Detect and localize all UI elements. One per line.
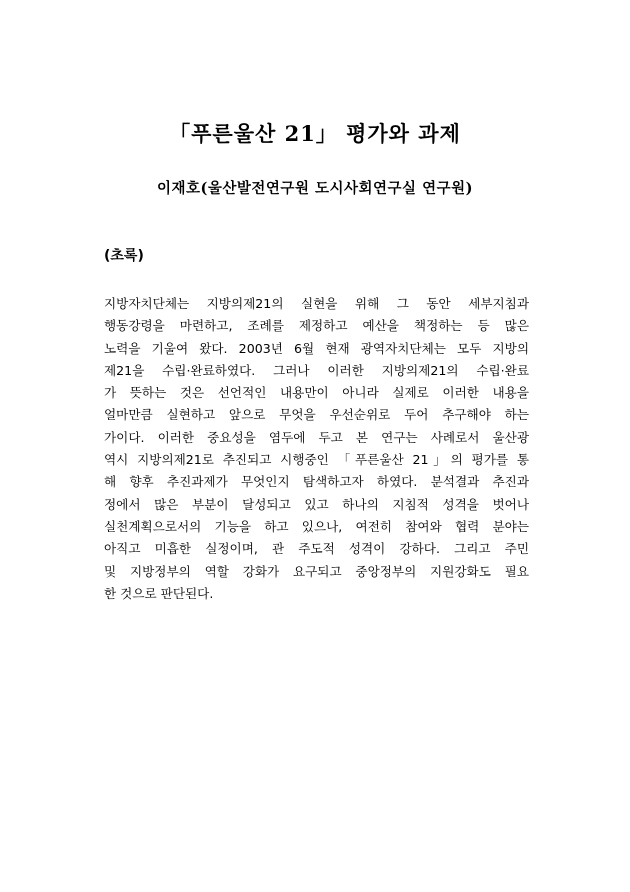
abstract-line: 노력을 기울여 왔다. 2003년 6월 현재 광역자치단체는 모두 지방의 (104, 340, 529, 356)
abstract-line: 및 지방정부의 역할 강화가 요구되고 중앙정부의 지원강화도 필요 (104, 563, 529, 579)
abstract-heading: (초록) (104, 248, 144, 264)
abstract-line: 가이다. 이러한 중요성을 염두에 두고 본 연구는 사례로서 울산광 (104, 429, 529, 445)
abstract-line: 지방자치단체는 지방의제21의 실현을 위해 그 동안 세부지침과 (104, 296, 529, 311)
abstract-body (104, 293, 529, 605)
abstract-line: 정에서 많은 부분이 달성되고 있고 하나의 지침적 성격을 벗어나 (104, 496, 529, 512)
abstract-line: 역시 지방의제21로 추진되고 시행중인 「푸른울산 21」의 평가를 통 (104, 452, 529, 468)
abstract-line: 얼마만큼 실현하고 앞으로 무엇을 우선순위로 두어 추구해야 하는 (104, 407, 529, 423)
abstract-line: 실천계획으로서의 기능을 하고 있으나, 여전히 참여와 협력 분야는 (104, 518, 529, 534)
abstract-line: 한 것으로 판단된다. (104, 585, 214, 601)
paper-title: 「푸른울산 21」 평가와 과제 (169, 121, 461, 146)
abstract-line: 가 뜻하는 것은 선언적인 내용만이 아니라 실제로 이러한 내용을 (104, 385, 529, 401)
abstract-line: 해 향후 추진과제가 무엇인지 탐색하고자 하였다. 분석결과 추진과 (104, 474, 529, 490)
abstract-line: 아직고 미흡한 실정이며, 관 주도적 성격이 강하다. 그리고 주민 (104, 541, 529, 557)
abstract-line: 행동강령을 마련하고, 조례를 제정하고 예산을 책정하는 등 많은 (104, 318, 529, 334)
author-affiliation: 이재호(울산발전연구원 도시사회연구실 연구원) (157, 180, 473, 197)
abstract-line: 제21을 수립·완료하였다. 그러나 이러한 지방의제21의 수립·완료 (104, 362, 529, 378)
